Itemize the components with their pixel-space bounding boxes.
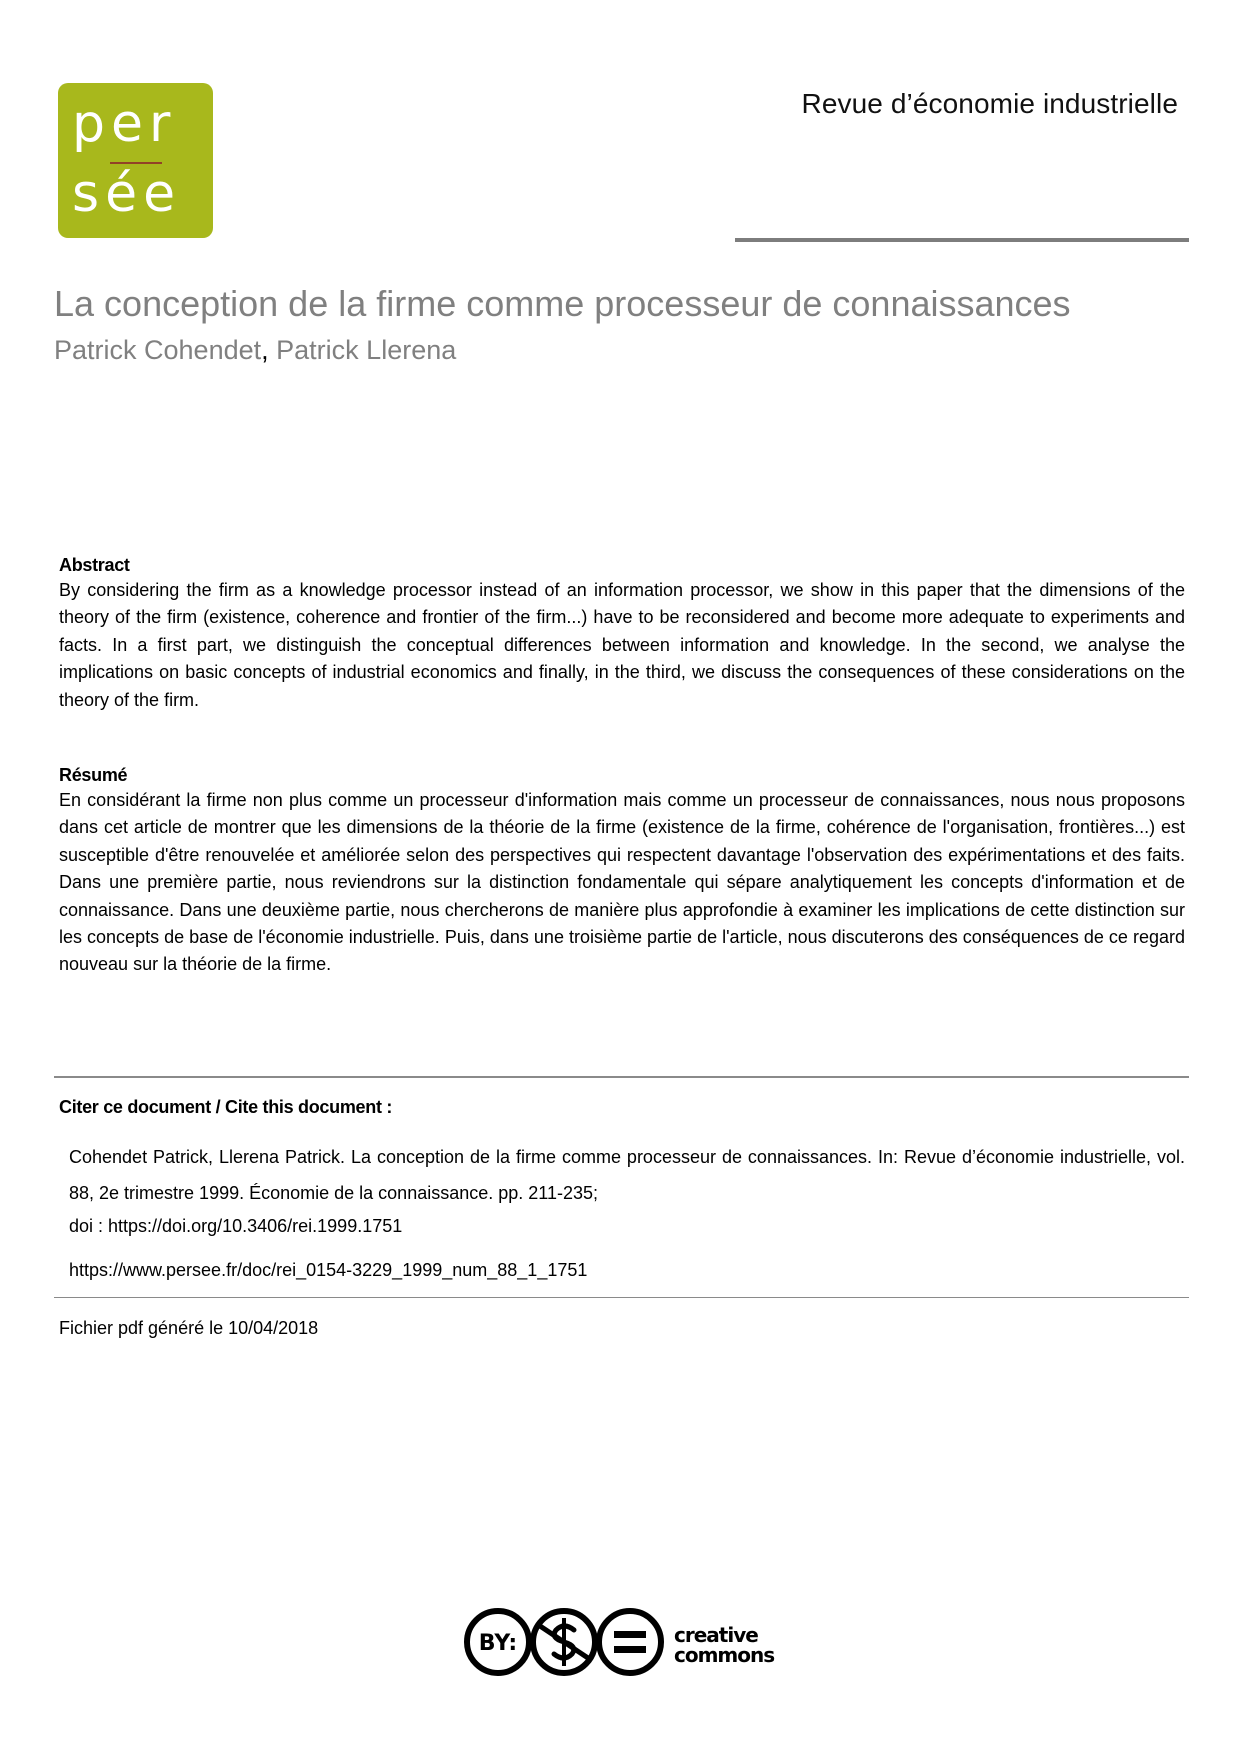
header-rule (735, 238, 1189, 242)
resume-text: En considérant la firme non plus comme un processeur d'information mais comme un processeur de connaissances, nous nous proposons dans cet article de montrer que les dimensions de la théorie de la firme (existence de la firme, cohérence de l'organisation, frontières...) est susceptible d'être renouvelée et améliorée selon des perspectives qui respectent davantage l'observation des expérimentations et des faits. Dans une première partie, nous reviendrons sur la distinction fondamentale qui sépare analytiquement les concepts d'information et de connaissance. Dans une deuxième partie, nous chercherons de manière plus approfondie à examiner les implications de cette distinction sur les concepts de base de l'économie industrielle. Puis, dans une troisième partie de l'article, nous discuterons des conséquences de ce regard nouveau sur la théorie de la firme. (59, 790, 1185, 975)
cc-by-nc-nd-icon (464, 1606, 784, 1678)
citation-url[interactable]: https://www.persee.fr/doc/rei_0154-3229_1999_num_88_1_1751 (69, 1260, 588, 1280)
author-separator: , (261, 335, 269, 365)
citation-heading: Citer ce document / Cite this document : (59, 1097, 393, 1117)
abstract-heading: Abstract (59, 555, 130, 575)
cc-creative-label: creative (674, 1623, 758, 1647)
citation-doi[interactable]: doi : https://doi.org/10.3406/rei.1999.1751 (69, 1216, 403, 1236)
citation-rule-top (54, 1076, 1189, 1078)
logo-line-1: per (72, 94, 177, 154)
citation-rule-bottom (54, 1297, 1189, 1298)
cc-nd-bar-top (614, 1631, 646, 1638)
cc-commons-label: commons (674, 1643, 775, 1667)
logo-line-2: sée (72, 164, 182, 224)
resume-heading: Résumé (59, 765, 128, 785)
article-title: La conception de la firme comme processeur de connaissances (54, 283, 1071, 324)
article-authors (54, 335, 456, 366)
author-link[interactable]: Patrick Llerena (276, 335, 457, 365)
persee-logo[interactable] (58, 83, 213, 238)
author-link[interactable]: Patrick Cohendet (54, 335, 262, 365)
persee-logo-mark (58, 83, 213, 238)
cc-nd-icon (599, 1611, 661, 1673)
cc-license-badge[interactable] (464, 1606, 784, 1683)
journal-name: Revue d’économie industrielle (801, 88, 1178, 119)
cc-nd-bar-bottom (614, 1646, 646, 1653)
cc-by-label: BY: (478, 1631, 518, 1656)
citation-text: Cohendet Patrick, Llerena Patrick. La conception de la firme comme processeur de connaissances. In: Revue d’économie industrielle, vol. 88, 2e trimestre 1999. Économie de la connaissance. pp. 211-235; (69, 1147, 1185, 1203)
generated-date: Fichier pdf généré le 10/04/2018 (59, 1318, 319, 1338)
abstract-text: By considering the firm as a knowledge processor instead of an information processor, we show in this paper that the dimensions of the theory of the firm (existence, coherence and frontier of the firm...) have to be reconsidered and become more adequate to experiments and facts. In a first part, we distinguish the conceptual differences between information and knowledge. In the second, we analyse the implications on basic concepts of industrial economics and finally, in the third, we discuss the consequences of these considerations on the theory of the firm. (59, 580, 1185, 710)
